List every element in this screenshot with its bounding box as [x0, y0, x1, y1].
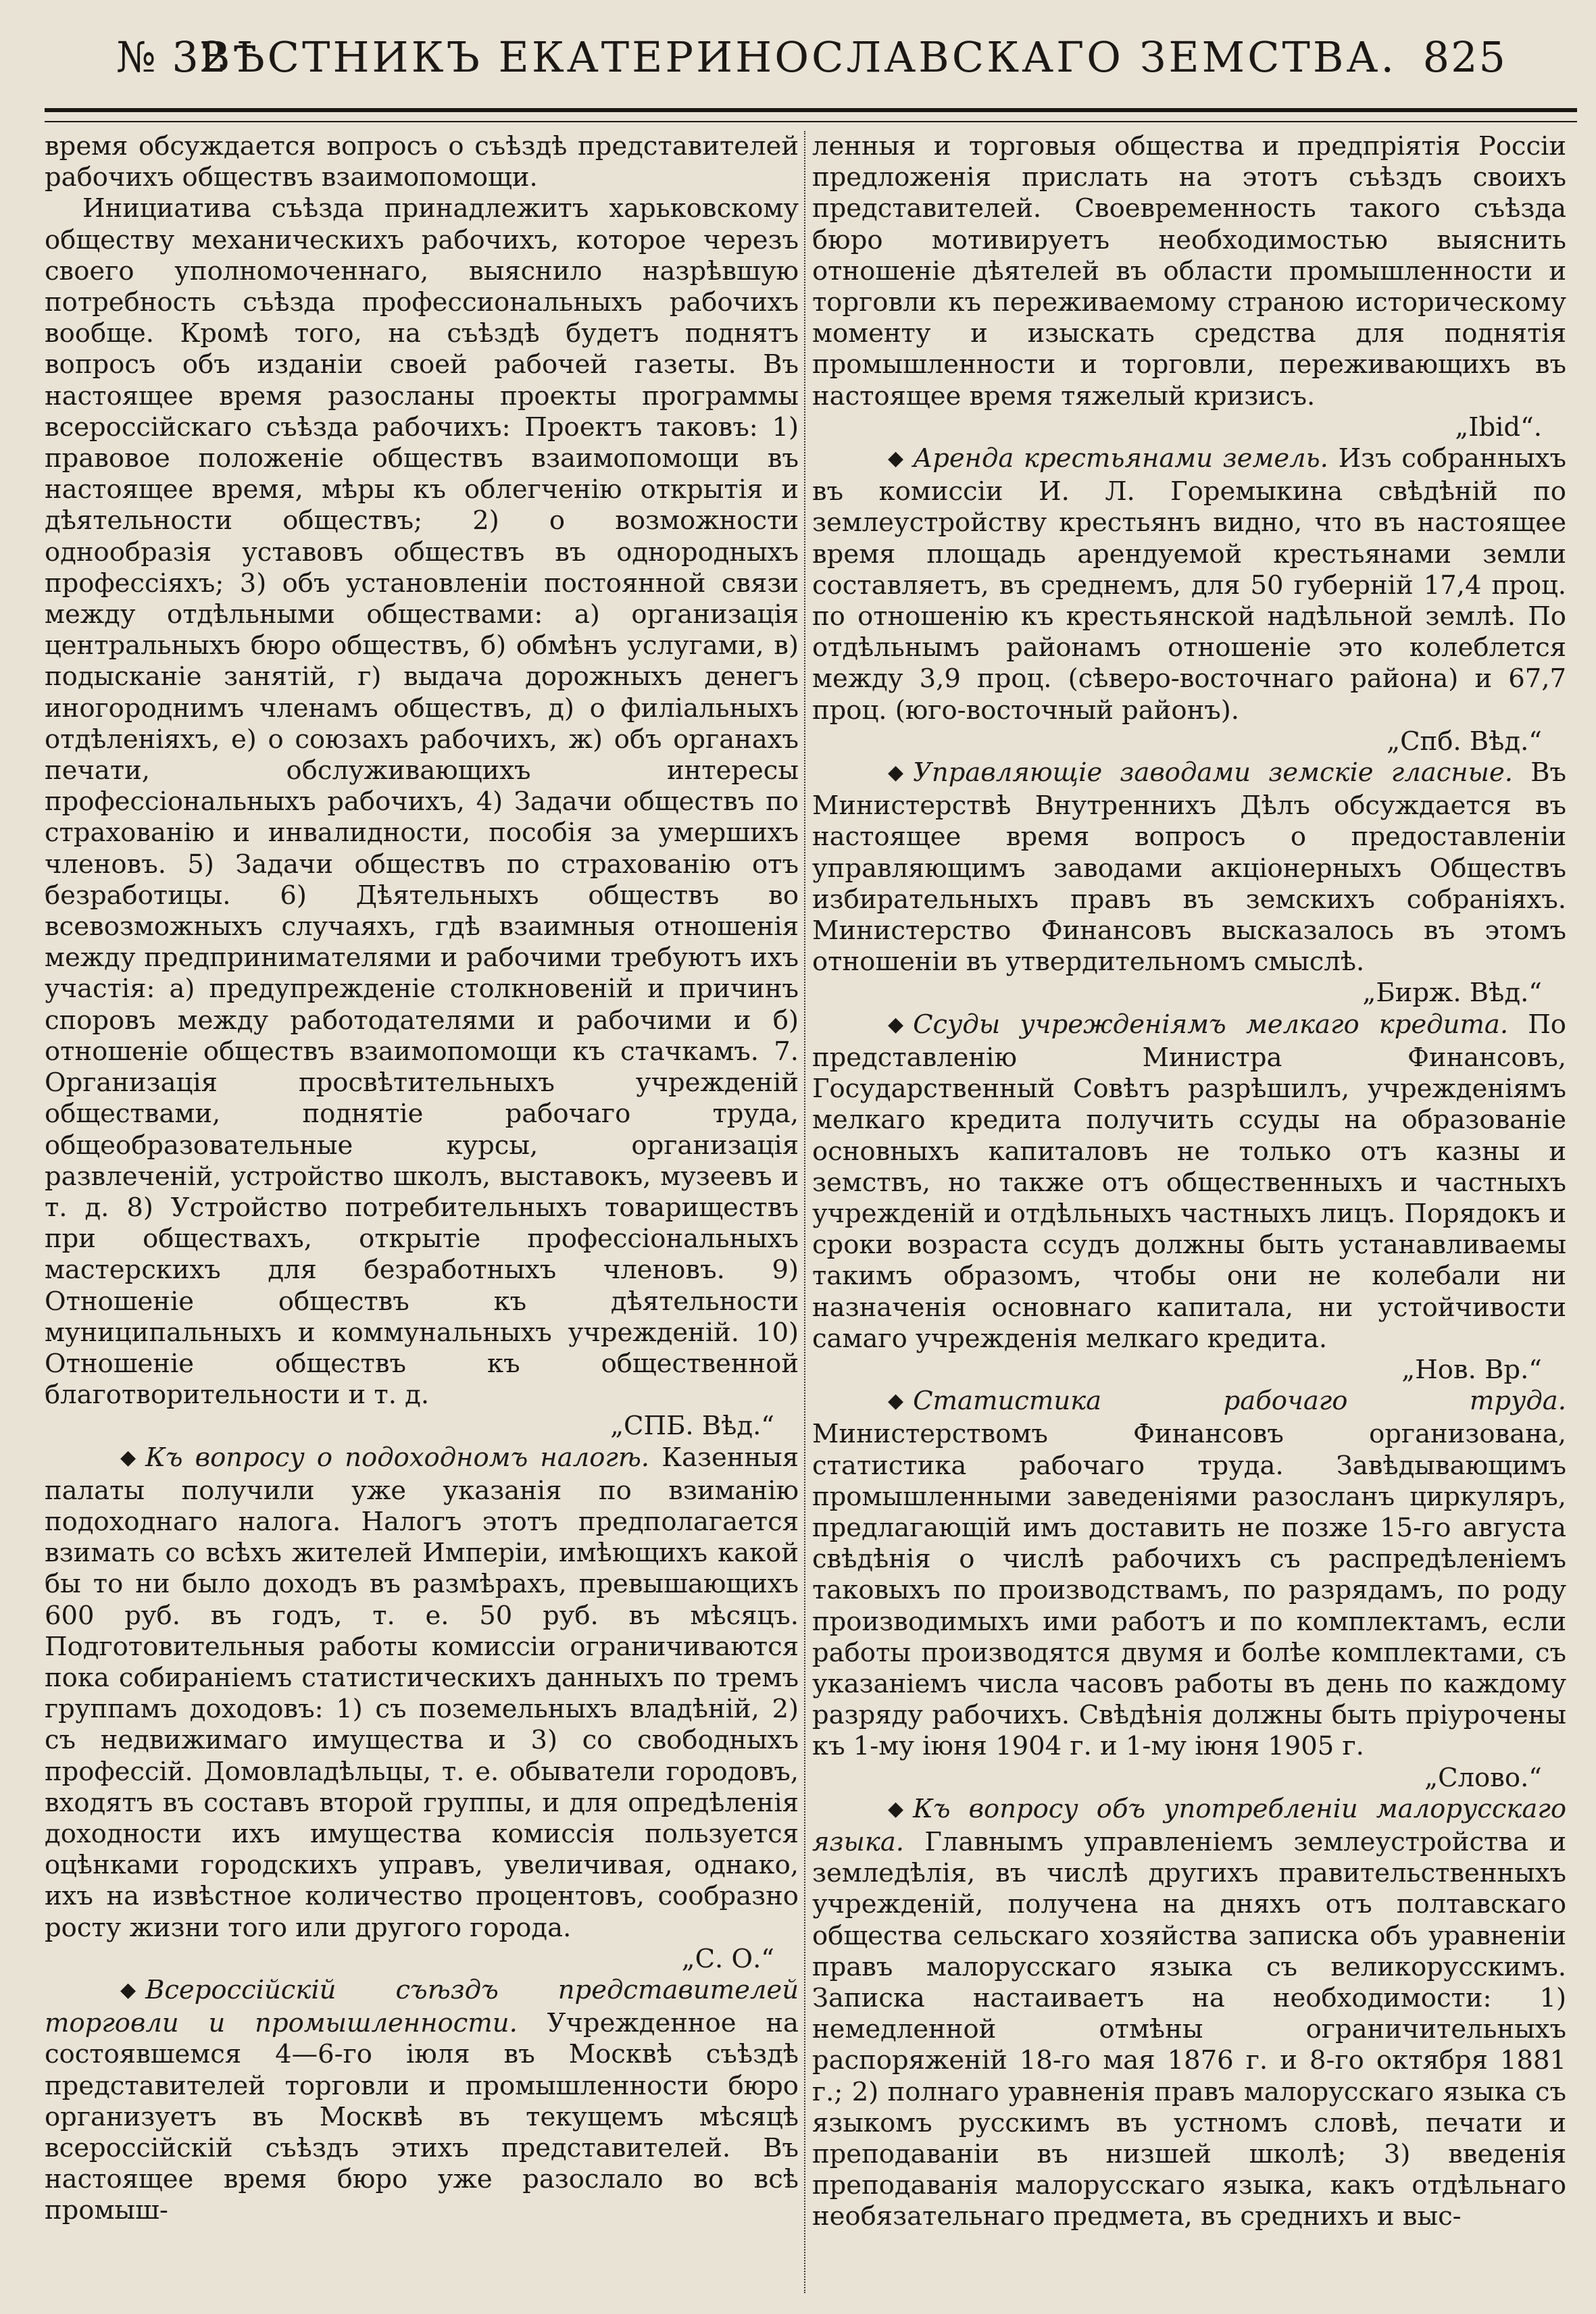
- right-column: [812, 131, 1566, 2296]
- news-item: [812, 1794, 1566, 2233]
- news-item-title: Къ вопросу объ употребленіи малорусскаго языка.: [812, 1793, 1566, 1857]
- news-item-title: Всероссійскій съѣздъ представителей торговли и промышленности.: [45, 1974, 799, 2039]
- news-item-title: Статистика рабочаго труда.: [913, 1386, 1566, 1417]
- bullet-diamond-icon: ◆: [888, 1796, 904, 1821]
- source-signature: „Нов. Вр.“: [1401, 1354, 1542, 1385]
- news-item: [45, 1442, 799, 1944]
- page-header: [41, 28, 1555, 103]
- news-item: [45, 1975, 799, 2227]
- news-item: [812, 1386, 1566, 1762]
- bullet-diamond-icon: ◆: [888, 1012, 904, 1036]
- news-item-text: Главнымъ управленіемъ землеустройства и земледѣлія, въ числѣ другихъ правительственныхъ учрежденій, получена на дняхъ отъ полтавскаго общества сельскаго хозяйства записка объ уравненіи правъ малорусскаго языка съ великорусскимъ. Записка настаиваетъ на необходимости: 1) немедленной отмѣны ограничительныхъ распоряженій 18-го мая 1876 г. и 8-го октября 1881 г.; 2) полнаго уравненія правъ малорусскаго языка съ языкомъ русскимъ въ устномъ словѣ, печати и преподаваніи въ низшей школѣ; 3) введенія преподаванія малорусскаго языка, какъ отдѣльнаго необязательнаго предмета, въ среднихъ и выс-: [812, 1826, 1566, 2232]
- news-item-text: По представленію Министра Финансовъ, Государственный Совѣтъ разрѣшилъ, учрежденіямъ мелкаго кредита получить ссуды на образованіе основныхъ капиталовъ не только отъ казны и земствъ, но также отъ общественныхъ и частныхъ учрежденій и отдѣльныхъ частныхъ лицъ. Порядокъ и сроки возраста ссудъ должны быть устанавливаемы такимъ образомъ, чтобы они не колебали ни назначенія основнаго капитала, ни устойчивости самаго учрежденія мелкаго кредита.: [812, 1009, 1566, 1354]
- bullet-diamond-icon: ◆: [888, 1389, 904, 1413]
- news-item-title: Къ вопросу о подоходномъ налогѣ.: [145, 1442, 650, 1473]
- column-divider: [804, 131, 805, 2293]
- article-text: Инициатива съѣзда принадлежитъ харьковскому обществу механическихъ рабочихъ, которое черезъ своего уполномоченнаго, выяснило назрѣвшую потребность съѣзда профессиональныхъ рабочихъ вообще. Кромѣ того, на съѣздѣ будетъ поднятъ вопросъ объ изданіи своей рабочей газеты. Въ настоящее время разосланы проекты программы всероссійскаго съѣзда рабочихъ: Проектъ таковъ: 1) правовое положеніе обществъ взаимопомощи въ настоящее время, мѣры къ облегченію открытія и дѣятельности обществъ; 2) о возможности однообразія уставовъ обществъ въ однородныхъ профессіяхъ; 3) объ установленіи постоянной связи между отдѣльными обществами: а) организація центральныхъ бюро обществъ, б) обмѣнъ услугами, в) подысканіе занятій, г) выдача дорожныхъ денегъ иногороднимъ членамъ обществъ, д) о филіальныхъ отдѣленіяхъ, е) о союзахъ рабочихъ, ж) объ органахъ печати, обслуживающихъ интересы профессіональныхъ рабочихъ, 4) Задачи обществъ по страхованію и инвалидности, пособія за умершихъ членовъ. 5) Задачи обществъ по страхованію отъ безработицы. 6) Дѣятельныхъ обществъ во всевозможныхъ случаяхъ, гдѣ взаимныя отношенія между предпринимателями и рабочими требуютъ ихъ участія: а) предупрежденіе столкновеній и причинъ споровъ между работодателями и рабочими и б) отношеніе обществъ взаимопомощи къ стачкамъ. 7. Организація просвѣтительныхъ учрежденій обществами, поднятіе рабочаго труда, общеобразовательные курсы, организація развлеченій, устройство школъ, выставокъ, музеевъ и т. д. 8) Устройство потребительныхъ товариществъ при обществахъ, открытіе профессіональныхъ мастерскихъ для безработныхъ членовъ. 9) Отношеніе обществъ къ дѣятельности муниципальныхъ и коммунальныхъ учрежденій. 10) Отношеніе обществъ къ общественной благотворительности и т. д.: [45, 193, 799, 1411]
- source-signature: „Ibid“.: [1455, 411, 1542, 443]
- source-signature: „Слово.“: [1424, 1762, 1542, 1793]
- news-item-text: Казенныя палаты получили уже указанія по взиманію подоходнаго налога. Налогъ этотъ предполагается взимать со всѣхъ жителей Имперіи, имѣющихъ какой бы то ни было доходъ въ размѣрахъ, превышающихъ 600 руб. въ годъ, т. е. 50 руб. въ мѣсяцъ. Подготовительныя работы комиссіи ограничиваются пока собираніемъ статистическихъ данныхъ по тремъ группамъ доходовъ: 1) съ поземельныхъ владѣній, 2) съ недвижимаго имущества и 3) со свободныхъ профессій. Домовладѣльцы, т. е. обыватели городовъ, входятъ въ составъ второй группы, и для опредѣленія доходности ихъ имущества комиссія пользуется оцѣнками городскихъ управъ, увеличивая, однако, ихъ на извѣстное количество процентовъ, сообразно росту жизни того или другого города.: [45, 1442, 799, 1943]
- article-text: время обсуждается вопросъ о съѣздѣ представителей рабочихъ обществъ взаимопомощи.: [45, 131, 799, 193]
- page-number: 825: [1422, 32, 1507, 82]
- source-signature: „Спб. Вѣд.“: [1387, 726, 1542, 757]
- news-item-text: Изъ собранныхъ въ комиссіи И. Л. Горемыкина свѣдѣній по землеустройству крестьянъ видно, что въ настоящее время площадь арендуемой крестьянами земли составляетъ, въ среднемъ, для 50 губерній 17,4 проц. по отношенію къ крестьянской надѣльной землѣ. По отдѣльнымъ районамъ отношеніе это колеблется между 3,9 проц. (сѣверо-восточнаго района) и 67,7 проц. (юго-восточный районъ).: [812, 443, 1566, 726]
- news-item-title: Аренда крестьянами земель.: [913, 443, 1328, 474]
- bullet-diamond-icon: ◆: [120, 1978, 136, 2002]
- source-signature: „Бирж. Вѣд.“: [1362, 978, 1542, 1009]
- news-item-text: Въ Министерствѣ Внутреннихъ Дѣлъ обсуждается въ настоящее время вопросъ о предоставленіи управляющимъ заводами акціонерныхъ Обществъ избирательныхъ правъ въ земскихъ собраніяхъ. Министерство Финансовъ высказалось въ этомъ отношеніи въ утвердительномъ смыслѣ.: [812, 757, 1566, 978]
- news-item: [812, 443, 1566, 726]
- news-item: [812, 757, 1566, 978]
- news-item-title: Управляющіе заводами земскіе гласные.: [913, 757, 1513, 788]
- source-signature: „С. О.“: [681, 1943, 774, 1974]
- news-item-title: Ссуды учрежденіямъ мелкаго кредита.: [913, 1009, 1509, 1040]
- bullet-diamond-icon: ◆: [888, 447, 904, 471]
- bullet-diamond-icon: ◆: [120, 1445, 136, 1469]
- source-signature: „СПБ. Вѣд.“: [610, 1411, 774, 1442]
- bullet-diamond-icon: ◆: [888, 761, 904, 785]
- left-column: [45, 131, 799, 2296]
- news-item-text: Учрежденное на состоявшемся 4—6-го іюля въ Москвѣ съѣздѣ представителей торговли и промышленности бюро организуетъ въ Москвѣ въ текущемъ мѣсяцѣ всероссійскій съѣздъ этихъ представителей. Въ настоящее время бюро уже разослало во всѣ промыш-: [45, 2008, 799, 2226]
- article-text: ленныя и торговыя общества и предпріятія Россіи предложенія прислать на этотъ съѣздъ своихъ представителей. Своевременность такого съѣзда бюро мотивируетъ необходимостью выяснить отношеніе дѣятелей въ области промышленности и торговли къ переживаемому страною историческому моменту и изыскать средства для поднятія промышленности и торговли, переживающихъ въ настоящее время тяжелый кризисъ.: [812, 131, 1566, 411]
- journal-title: ВѢСТНИКЪ ЕКАТЕРИНОСЛАВСКАГО ЗЕМСТВА.: [199, 32, 1397, 82]
- news-item: [812, 1009, 1566, 1355]
- issue-number: № 32: [116, 32, 228, 82]
- header-rule: [45, 108, 1577, 122]
- news-item-text: Министерствомъ Финансовъ организована, статистика рабочаго труда. Завѣдывающимъ промышленными заведеніями разосланъ циркуляръ, предлагающій имъ доставить не позже 15-го августа свѣдѣнія о числѣ рабочихъ съ распредѣленіемъ таковыхъ по производствамъ, по разрядамъ, по роду производимыхъ ими работъ и по комплектамъ, если работы производятся двумя и болѣе комплектами, съ указаніемъ числа часовъ работы въ день по каждому разряду рабочихъ. Свѣдѣнія должны быть пріурочены къ 1-му іюня 1904 г. и 1-му іюня 1905 г.: [812, 1419, 1566, 1762]
